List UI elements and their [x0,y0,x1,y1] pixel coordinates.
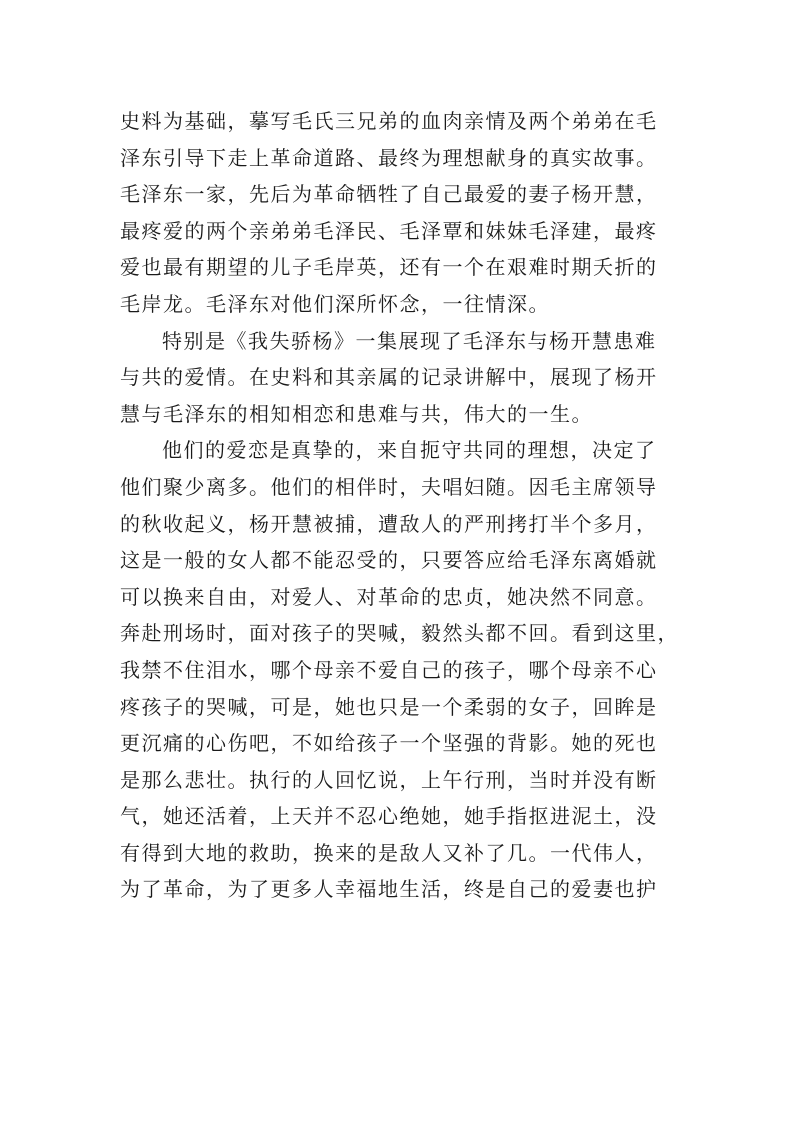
text-line: 爱也最有期望的儿子毛岸英，还有一个在艰难时期夭折的 [120,255,658,280]
text-line: 气，她还活着，上天并不忍心绝她，她手指抠进泥土，没 [120,804,658,829]
text-line: 慧与毛泽东的相知相恋和患难与共，伟大的一生。 [120,401,593,426]
text-line: 与共的爱情。在史料和其亲属的记录讲解中，展现了杨开 [120,365,658,390]
text-line: 是那么悲壮。执行的人回忆说，上午行刑，当时并没有断 [120,767,658,792]
text-line: 疼孩子的哭喊，可是，她也只是一个柔弱的女子，回眸是 [120,694,658,719]
text-line: 史料为基础，摹写毛氏三兄弟的血肉亲情及两个弟弟在毛 [120,109,658,133]
text-line: 有得到大地的救助，换来的是敌人又补了几。一代伟人， [120,840,658,865]
text-line: 他们聚少离多。他们的相伴时，夫唱妇随。因毛主席领导 [120,474,658,499]
text-line: 毛泽东一家，先后为革命牺牲了自己最爱的妻子杨开慧， [120,182,658,207]
paragraph-first-line: 他们的爱恋是真挚的，来自扼守共同的理想，决定了 [162,438,657,463]
body-text [120,103,680,908]
text-line: 泽东引导下走上革命道路、最终为理想献身的真实故事。 [120,145,658,170]
text-line: 奔赴刑场时，面对孩子的哭喊，毅然头都不回。看到这里， [120,621,679,646]
text-line: 这是一般的女人都不能忍受的，只要答应给毛泽东离婚就 [120,548,658,573]
text-line: 毛岸龙。毛泽东对他们深所怀念，一往情深。 [120,291,550,316]
text-line: 可以换来自由，对爱人、对革命的忠贞，她决然不同意。 [120,584,658,609]
text-line: 我禁不住泪水，哪个母亲不爱自己的孩子，哪个母亲不心 [120,657,658,682]
text-line: 的秋收起义，杨开慧被捕，遭敌人的严刑拷打半个多月， [120,511,658,536]
text-line: 为了革命，为了更多人幸福地生活，终是自己的爱妻也护 [120,877,658,902]
paragraph-first-line: 特别是《我失骄杨》一集展现了毛泽东与杨开慧患难 [162,328,657,353]
text-line: 最疼爱的两个亲弟弟毛泽民、毛泽覃和妹妹毛泽建，最疼 [120,218,658,243]
text-line: 更沉痛的心伤吧，不如给孩子一个坚强的背影。她的死也 [120,731,658,756]
